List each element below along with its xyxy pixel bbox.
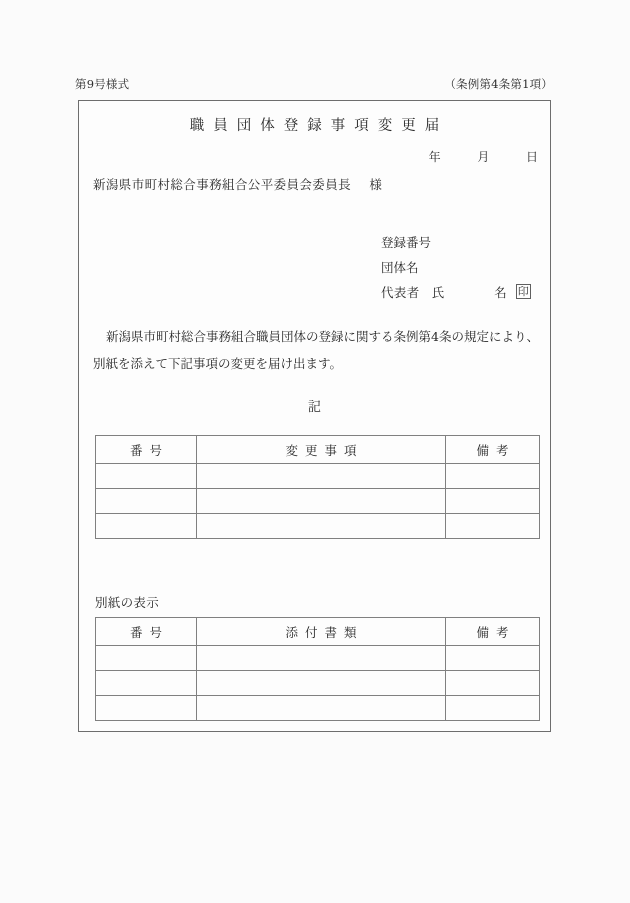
document-frame bbox=[78, 100, 551, 732]
header-remarks: 備考 bbox=[446, 436, 540, 464]
registrant-block bbox=[381, 229, 531, 304]
body-paragraph bbox=[93, 323, 539, 377]
table-header-row bbox=[96, 618, 540, 646]
cell-remarks[interactable] bbox=[446, 696, 540, 721]
cell-number[interactable] bbox=[96, 646, 197, 671]
ordinance-reference: （条例第4条第1項） bbox=[444, 77, 553, 91]
cell-remarks[interactable] bbox=[446, 671, 540, 696]
cell-remarks[interactable] bbox=[446, 514, 540, 539]
seal-icon: 印 bbox=[517, 285, 529, 298]
body-paragraph-line-1: 新潟県市町村総合事務組合職員団体の登録に関する条例第4条の規定により bbox=[106, 329, 527, 344]
date-day-label: 日 bbox=[525, 150, 539, 164]
registration-number-label: 登録番号 bbox=[381, 234, 432, 250]
date-month-label: 月 bbox=[477, 150, 491, 164]
form-header bbox=[75, 76, 553, 92]
cell-number[interactable] bbox=[96, 489, 197, 514]
cell-number[interactable] bbox=[96, 464, 197, 489]
representative-line bbox=[381, 279, 531, 304]
cell-attached-document[interactable] bbox=[197, 696, 446, 721]
attachment-documents-table bbox=[95, 617, 540, 721]
cell-remarks[interactable] bbox=[446, 464, 540, 489]
header-number: 番号 bbox=[96, 436, 197, 464]
ki-mark: 記 bbox=[307, 400, 321, 415]
cell-change-item[interactable] bbox=[197, 514, 446, 539]
cell-number[interactable] bbox=[96, 696, 197, 721]
date-year-label: 年 bbox=[428, 150, 442, 164]
table-row bbox=[96, 489, 540, 514]
form-number: 第9号様式 bbox=[75, 77, 130, 91]
representative-family-name-label: 氏 bbox=[431, 284, 445, 300]
addressee-name: 新潟県市町村総合事務組合公平委員会委員長 bbox=[93, 177, 352, 192]
table-header-row bbox=[96, 436, 540, 464]
cell-attached-document[interactable] bbox=[197, 671, 446, 696]
document-title: 職員団体登録事項変更届 bbox=[189, 118, 449, 134]
addressee-honorific: 様 bbox=[369, 177, 383, 192]
table-row bbox=[96, 514, 540, 539]
table-row bbox=[96, 696, 540, 721]
addressee-line bbox=[93, 175, 382, 193]
cell-remarks[interactable] bbox=[446, 646, 540, 671]
representative-given-name-label: 名 bbox=[494, 284, 507, 300]
table-row bbox=[96, 464, 540, 489]
cell-remarks[interactable] bbox=[446, 489, 540, 514]
header-remarks: 備考 bbox=[446, 618, 540, 646]
attachment-section-label: 別紙の表示 bbox=[95, 595, 160, 610]
cell-number[interactable] bbox=[96, 671, 197, 696]
cell-attached-document[interactable] bbox=[197, 646, 446, 671]
table-row bbox=[96, 671, 540, 696]
organization-name-label: 団体名 bbox=[381, 259, 419, 275]
table-row bbox=[96, 646, 540, 671]
header-change-item: 変更事項 bbox=[197, 436, 446, 464]
cell-number[interactable] bbox=[96, 514, 197, 539]
change-items-table bbox=[95, 435, 540, 539]
cell-change-item[interactable] bbox=[197, 489, 446, 514]
date-line bbox=[429, 148, 539, 165]
cell-change-item[interactable] bbox=[197, 464, 446, 489]
body-paragraph-line-2: 、別紙を添えて下記事項の変更を届け出ます。 bbox=[93, 329, 539, 371]
registration-number-line bbox=[381, 229, 531, 254]
header-attached-documents: 添付書類 bbox=[197, 618, 446, 646]
representative-label: 代表者 bbox=[381, 284, 420, 300]
header-number: 番号 bbox=[96, 618, 197, 646]
organization-name-line bbox=[381, 254, 531, 279]
